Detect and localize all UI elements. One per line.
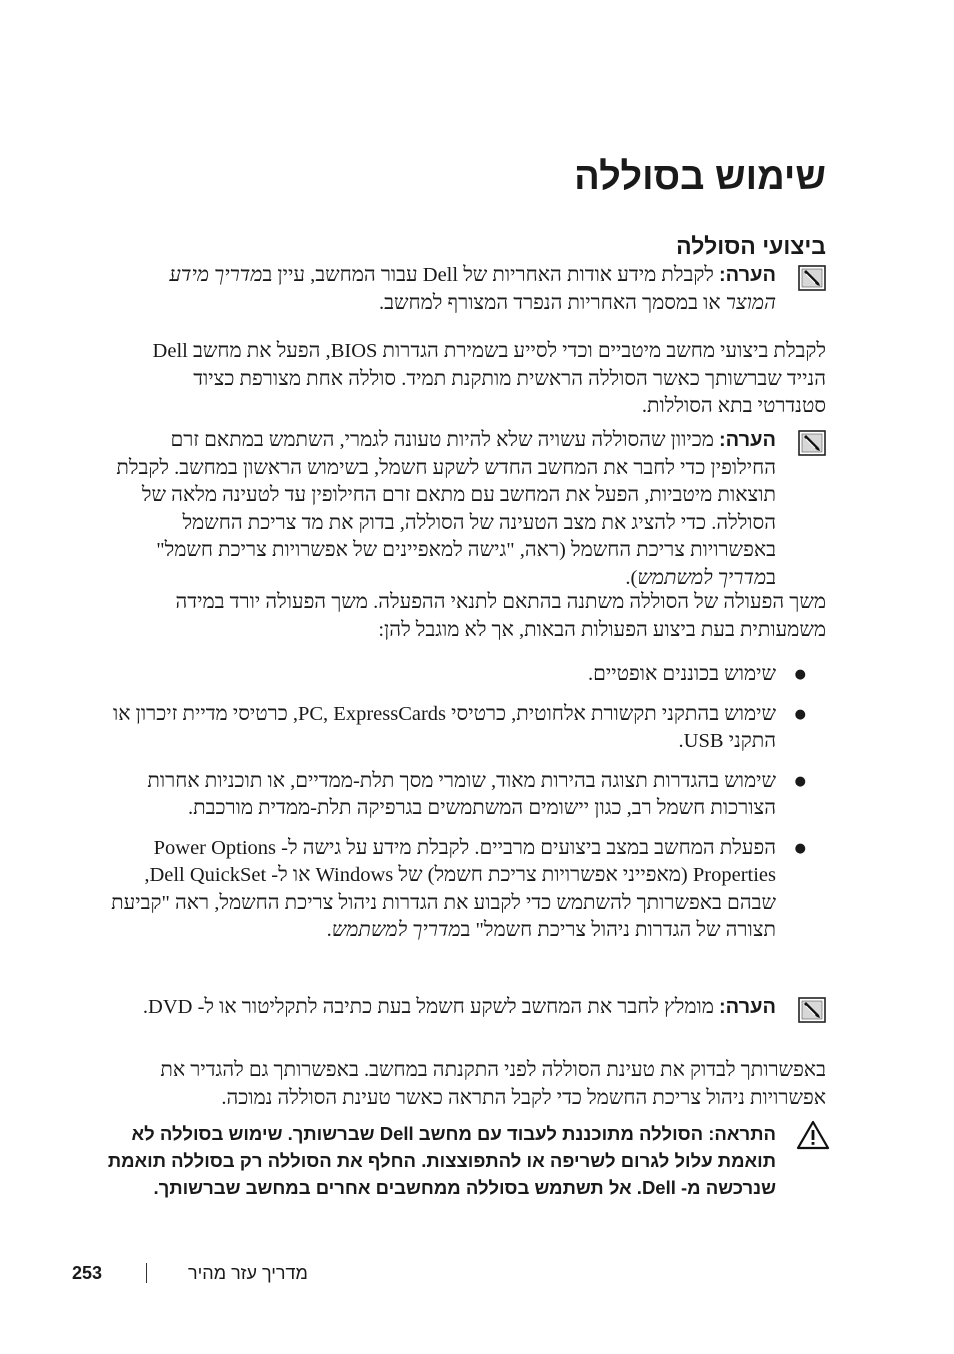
caution-label: התראה: bbox=[708, 1123, 776, 1144]
list-item: ● שימוש בכוננים אופטיים. bbox=[100, 661, 826, 689]
page-title: שימוש בסוללה bbox=[574, 156, 826, 198]
section-heading: ביצועי הסוללה bbox=[676, 233, 826, 259]
footer-divider bbox=[146, 1263, 147, 1283]
note-pencil-icon bbox=[798, 997, 826, 1023]
note-text-end: ). bbox=[625, 566, 638, 589]
caution-triangle-icon bbox=[796, 1120, 830, 1150]
list-item: ● שימוש בהגדרות תצוגה בהירות מאוד, שומרי מסך תלת-ממדיים, או תוכניות אחרות הצורכות חשמל רב, כגון יישומים המשתמשים בגרפיקה תלת-ממדית מורכבת. bbox=[147, 769, 806, 819]
note-charging bbox=[100, 427, 826, 592]
bullet-dot: ● bbox=[794, 773, 806, 789]
note-label: הערה: bbox=[719, 996, 776, 1018]
operating-time-paragraph: משך הפעולה של הסוללה משתנה בהתאם לתנאי ההפעלה. משך הפעולה יורד במידה משמעותית בעת ביצוע הפעולות הבאות, אך לא מוגבל להן: bbox=[175, 591, 826, 641]
caution-block bbox=[100, 1120, 826, 1201]
note-label: הערה: bbox=[719, 429, 776, 451]
note-dvd bbox=[118, 994, 826, 1022]
bullet-dot: ● bbox=[794, 667, 806, 682]
list-item: ● שימוש בהתקני תקשורת אלחוטית, כרטיסי PC, ExpressCards, כרטיסי מדיית זיכרון או התקני USB. bbox=[113, 702, 806, 752]
intro-paragraph: לקבלת ביצועי מחשב מיטביים וכדי לסייע בשמירת הגדרות BIOS, הפעל את מחשב Dell הנייד שברשותך כאשר הסוללה הראשית מותקנת תמיד. סוללה אחת מצורפת כציוד סטנדרטי בתא הסוללות. bbox=[152, 340, 826, 417]
note-italic-ref: מדריך מידע המוצר bbox=[169, 264, 776, 314]
bullet-dot: ● bbox=[794, 840, 806, 856]
note-label: הערה: bbox=[719, 264, 776, 286]
note-pencil-icon bbox=[798, 430, 826, 456]
caution-text: הסוללה מתוכננת לעבוד עם מחשב Dell שברשותך. שימוש בסוללה לא תואמת עלול לגרום לשריפה או להתפוצצות. החלף את הסוללה רק בסוללה תואמת שנרכשה מ- Dell. אל תשתמש בסוללה ממחשבים אחרים במחשב שברשותך. bbox=[107, 1123, 776, 1198]
list-item: ● הפעלת המחשב במצב ביצועים מרביים. לקבלת מידע על גישה ל- Power Options Properties (מאפייני אפשרויות צריכת חשמל) של Windows או ל- Dell QuickSet, שבהם באפשרותך להשתמש כדי לקבוע את הגדרות ניהול צריכת החשמל, ראה "קביעת תצורה של הגדרות ניהול צריכת חשמל" במדריך למשתמש. bbox=[111, 836, 806, 941]
bullet-italic-ref: מדריך למשתמש bbox=[331, 919, 461, 941]
note-text: מכיוון שהסוללה עשויה שלא להיות טעונה לגמרי, השתמש במתאם זרם החילופין כדי לחבר את המחשב החדש לשקע חשמל, בשימוש הראשון במחשב. לקבלת תוצאות מיטביות, הפעל את המחשב עם מתאם זרם החילופין עד לטעינה מלאה של הסוללה. כדי להציג את מצב הטעינה של הסוללה, בדוק את מד צריכת החשמל באפשרויות צריכת החשמל (ראה, "גישה למאפיינים של אפשרויות צריכת חשמל" ב bbox=[116, 429, 776, 589]
footer-guide-title: מדריך עזר מהיר bbox=[188, 1263, 308, 1283]
bullet-list bbox=[100, 661, 826, 945]
note-warranty bbox=[118, 262, 826, 317]
note-text-end: או במסמך האחריות הנפרד המצורף למחשב. bbox=[378, 291, 726, 314]
note-text: מומלץ לחבר את המחשב לשקע חשמל בעת כתיבה לתקליטור או ל- DVD. bbox=[142, 996, 720, 1018]
note-italic-ref: מדריך למשתמש bbox=[637, 566, 767, 589]
page-number: 253 bbox=[72, 1263, 103, 1283]
note-pencil-icon bbox=[798, 265, 826, 291]
bullet-dot: ● bbox=[794, 706, 806, 722]
note-text: לקבלת מידע אודות האחריות של Dell עבור המחשב, עיין ב bbox=[262, 264, 720, 286]
check-charge-paragraph: באפשרותך לבדוק את טעינת הסוללה לפני התקנתה במחשב. באפשרותך גם להגדיר את אפשרויות ניהול צריכת החשמל כדי לקבל התראה כאשר טעינת הסוללה נמוכה. bbox=[160, 1059, 826, 1109]
